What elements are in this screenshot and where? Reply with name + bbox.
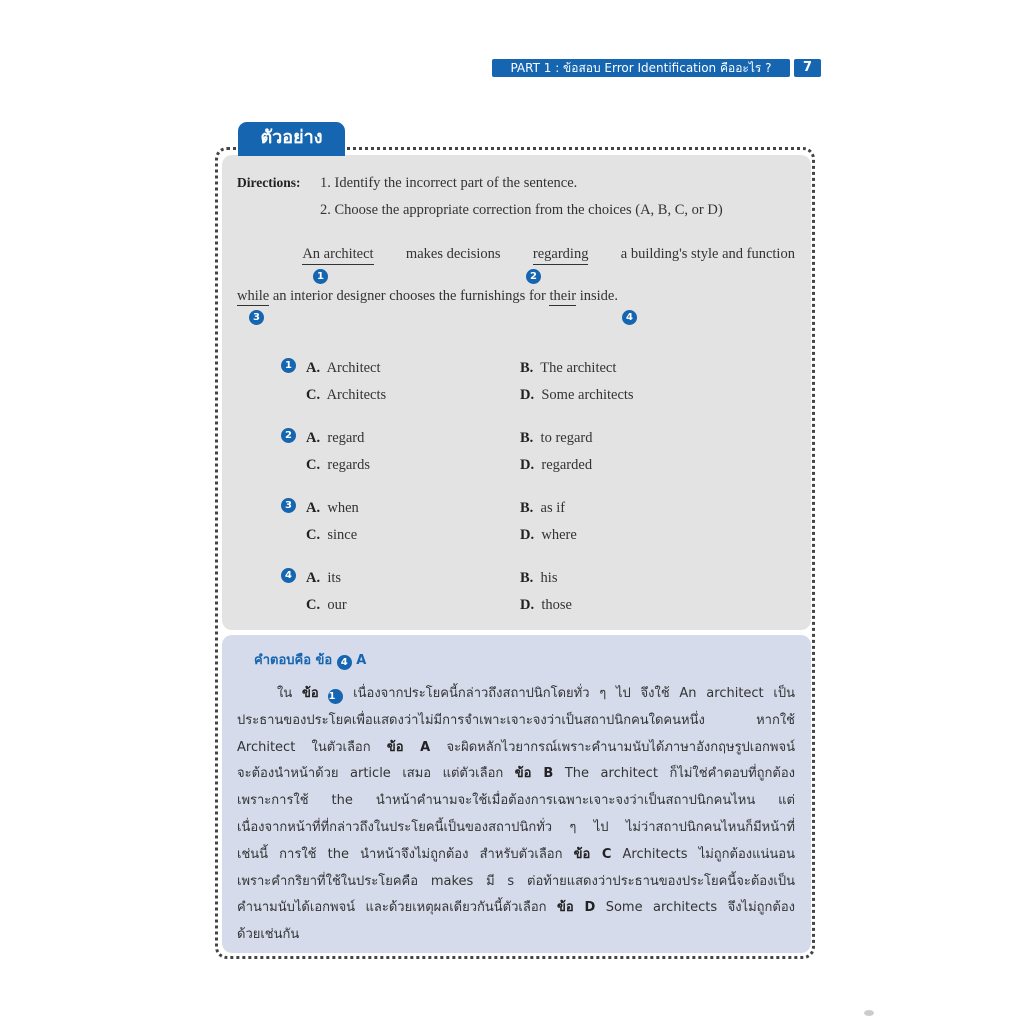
- explanation-line: ประธานของประโยคเพื่อแสดงว่าไม่มีการจำเพาะเจาะจงว่าเป็นสถาปนิกคนใดคนหนึ่ง หากใช้: [237, 712, 795, 728]
- q4-option-c: C. our: [306, 597, 347, 613]
- underlined-part-4: their: [549, 288, 577, 304]
- q1-option-a: A. Architect: [306, 360, 381, 376]
- explanation-line: ด้วยเช่นกัน: [237, 927, 300, 943]
- question-3-icon: 3: [281, 498, 296, 513]
- q3-option-a: A. when: [306, 500, 359, 516]
- page-corner-mark: [864, 1010, 874, 1016]
- q2-option-c: C. regards: [306, 457, 371, 473]
- marker-4-icon: 4: [622, 310, 637, 325]
- directions-step-2: 2. Choose the appropriate correction from the choices (A, B, C, or D): [320, 202, 723, 218]
- underlined-part-3: while: [237, 288, 270, 304]
- q4-option-d: D. those: [520, 597, 572, 613]
- sentence-text-3: an interior designer chooses the furnishings for: [272, 288, 546, 304]
- marker-2-icon: 2: [526, 269, 541, 284]
- q4-option-a: A. its: [306, 570, 342, 586]
- q1-option-b: B. The architect: [520, 360, 617, 376]
- underlined-part-2: regarding: [533, 246, 589, 265]
- explanation-line: Architect ในตัวเลือก ข้อ A จะผิดหลักไวยากรณ์เพราะคำนามนับได้ภาษาอังกฤษรูปเอกพจน์: [237, 739, 795, 755]
- explanation-line: จะต้องนำหน้าด้วย article เสมอ แต่ตัวเลือก ข้อ B The architect ก็ไม่ใช่คำตอบที่ถูกต้อง: [237, 766, 796, 782]
- answer-explanation: [237, 681, 795, 949]
- q2-option-b: B. to regard: [520, 430, 593, 446]
- q3-option-b: B. as if: [520, 500, 566, 516]
- q3-option-c: C. since: [306, 527, 358, 543]
- page-number: 7: [794, 59, 821, 77]
- sentence-line-2: [237, 288, 618, 305]
- q3-option-d: D. where: [520, 527, 577, 543]
- marker-1-icon: 1: [313, 269, 328, 284]
- explanation-line: เพราะการใช้ the นำหน้าคำนามจะใช้เมื่อต้องการเฉพาะเจาะจงว่าเป็นสถาปนิกคนไหน แต่: [237, 793, 795, 809]
- question-1-icon: 1: [281, 358, 296, 373]
- directions-step-1: 1. Identify the incorrect part of the sentence.: [320, 175, 578, 191]
- sentence-text-1: makes decisions: [405, 246, 501, 262]
- directions-label: Directions:: [237, 175, 301, 190]
- chapter-header: PART 1 : ข้อสอบ Error Identification คืออะไร ?: [492, 59, 790, 77]
- answer-number-icon: 4: [337, 655, 352, 670]
- explanation-line: เช่นนี้ การใช้ the นำหน้าจึงไม่ถูกต้อง สำหรับตัวเลือก ข้อ C Architects ไม่ถูกต้องแน่นอน: [237, 846, 795, 862]
- q2-option-a: A. regard: [306, 430, 365, 446]
- answer-title: คำตอบคือ ข้อ 4 A: [254, 653, 367, 668]
- sentence-text-2: a building's style and function: [620, 246, 795, 262]
- marker-3-icon: 3: [249, 310, 264, 325]
- question-4-icon: 4: [281, 568, 296, 583]
- explanation-line: คำนามนับได้เอกพจน์ และด้วยเหตุผลเดียวกันนี้ตัวเลือก ข้อ D Some architects จึงไม่ถูกต้อง: [237, 900, 796, 916]
- q1-option-c: C. Architects: [306, 387, 387, 403]
- question-2-icon: 2: [281, 428, 296, 443]
- explanation-line: เพราะคำกริยาที่ใช้ในประโยคคือ makes มี s ต่อท้ายแสดงว่าประธานของประโยคนี้จะต้องเป็น: [237, 873, 795, 889]
- q1-option-d: D. Some architects: [520, 387, 634, 403]
- sentence-text-4: inside.: [579, 288, 618, 304]
- explanation-line: เนื่องจากหน้าที่ที่กล่าวถึงในประโยคนี้เป็นของสถาปนิกทั่ว ๆ ไป ไม่ว่าสถาปนิกคนไหนก็มีหน้าที่: [237, 819, 795, 835]
- underlined-part-1: An architect: [302, 246, 373, 265]
- q4-option-b: B. his: [520, 570, 558, 586]
- explanation-line: ใน ข้อ 1 เนื่องจากประโยคนี้กล่าวถึงสถาปนิกโดยทั่ว ๆ ไป จึงใช้ An architect เป็น: [277, 686, 795, 702]
- q2-option-d: D. regarded: [520, 457, 593, 473]
- sentence-line-1: [237, 246, 795, 265]
- example-tab: ตัวอย่าง: [238, 122, 345, 156]
- inline-marker-1-icon: 1: [328, 689, 343, 704]
